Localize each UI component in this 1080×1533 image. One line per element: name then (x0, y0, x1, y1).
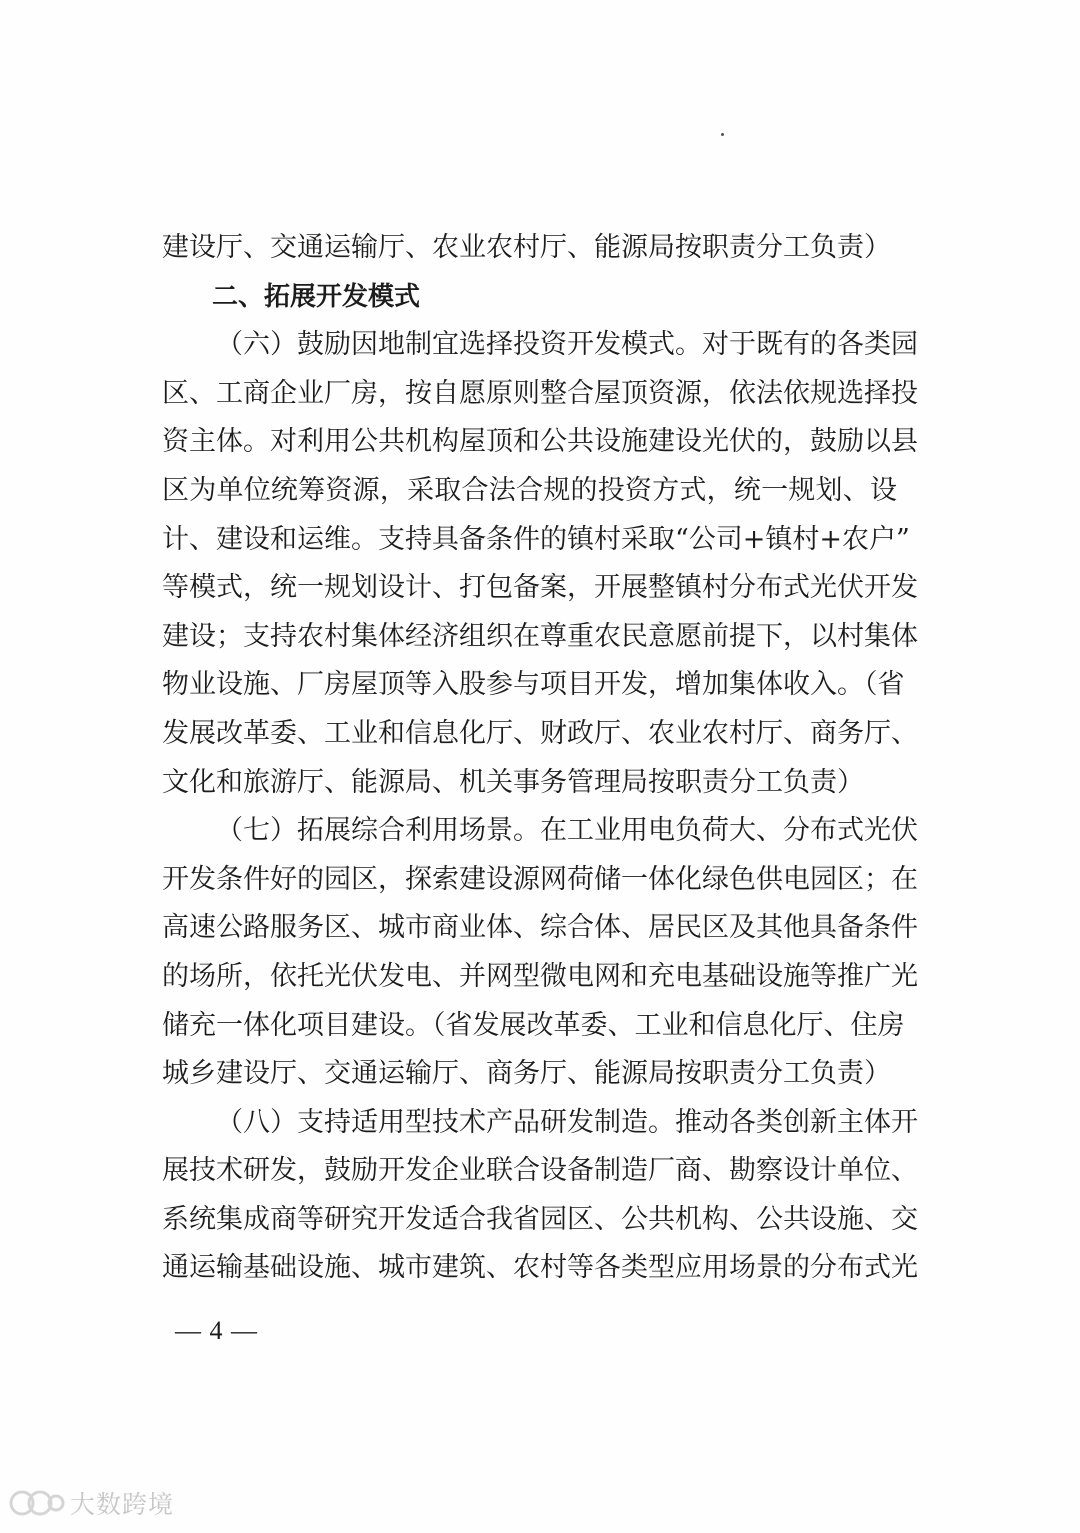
body-line: 展技术研发，鼓励开发企业联合设备制造厂商、勘察设计单位、 (162, 1155, 918, 1187)
body-line: 物业设施、厂房屋顶等入股参与项目开发，增加集体收入。（省 (162, 669, 905, 701)
body-line: 计、建设和运维。支持具备条件的镇村采取“公司+镇村+农户” (162, 523, 910, 555)
paragraph-six-line: （六）鼓励因地制宜选择投资开发模式。对于既有的各类园 (216, 329, 918, 361)
body-line: 建设；支持农村集体经济组织在尊重农民意愿前提下，以村集体 (162, 620, 918, 652)
watermark-text: 大数跨境 (70, 1490, 175, 1519)
body-line: 开发条件好的园区，探索建设源网荷储一体化绿色供电园区；在 (162, 863, 918, 895)
body-line: 城乡建设厅、交通运输厅、商务厅、能源局按职责分工负责） (162, 1058, 891, 1090)
body-line: 系统集成商等研究开发适合我省园区、公共机构、公共设施、交 (162, 1203, 918, 1235)
watermark-logo-icon (8, 1483, 66, 1523)
body-line: 资主体。对利用公共机构屋顶和公共设施建设光伏的，鼓励以县 (162, 426, 918, 458)
paragraph-eight-line: （八）支持适用型技术产品研发制造。推动各类创新主体开 (216, 1106, 918, 1138)
body-line: 文化和旅游厅、能源局、机关事务管理局按职责分工负责） (162, 766, 864, 798)
body-line: 等模式，统一规划设计、打包备案，开展整镇村分布式光伏开发 (162, 572, 918, 604)
section-heading: 二、拓展开发模式 (212, 281, 421, 312)
body-line: 储充一体化项目建设。（省发展改革委、工业和信息化厅、住房 (162, 1009, 905, 1041)
body-line: 区为单位统筹资源，采取合法合规的投资方式，统一规划、设 (162, 474, 897, 506)
body-line: 建设厅、交通运输厅、农业农村厅、能源局按职责分工负责） (162, 232, 891, 263)
scan-speck (721, 133, 724, 136)
watermark (8, 1481, 174, 1525)
body-line: 区、工商企业厂房，按自愿原则整合屋顶资源，依法依规选择投 (162, 377, 918, 409)
body-line: 的场所，依托光伏发电、并网型微电网和充电基础设施等推广光 (162, 960, 918, 992)
document-body (162, 224, 918, 1293)
body-line: 高速公路服务区、城市商业体、综合体、居民区及其他具备条件 (162, 912, 918, 944)
paragraph-seven-line: （七）拓展综合利用场景。在工业用电负荷大、分布式光伏 (216, 815, 918, 847)
page-number: — 4 — (175, 1316, 258, 1345)
body-line: 通运输基础设施、城市建筑、农村等各类型应用场景的分布式光 (162, 1252, 918, 1284)
body-line: 发展改革委、工业和信息化厅、财政厅、农业农村厅、商务厅、 (162, 717, 918, 749)
